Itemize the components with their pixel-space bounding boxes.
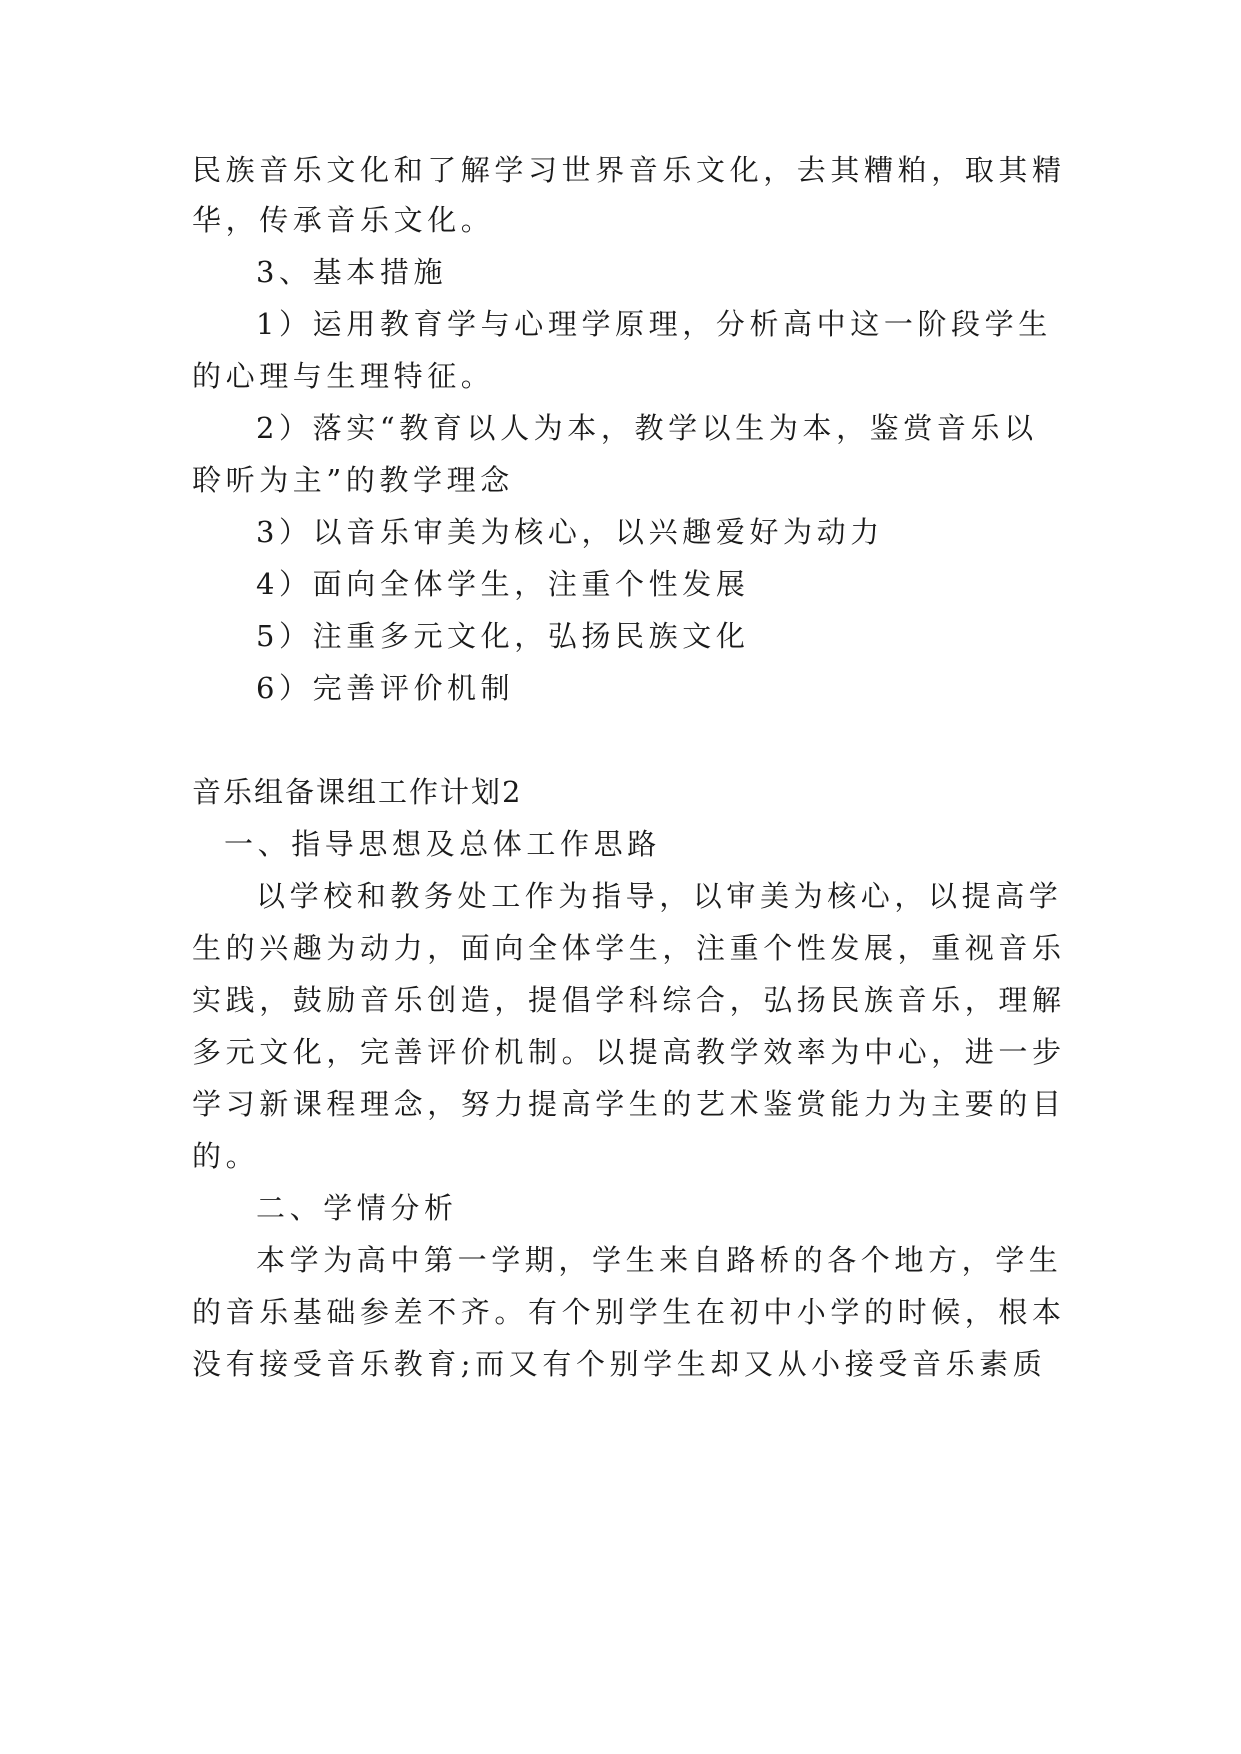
paragraph-line: 的音乐基础参差不齐。有个别学生在初中小学的时候，根本 (192, 1295, 1066, 1329)
list-item: 6）完善评价机制 (256, 671, 515, 705)
list-item: 2）落实“教育以人为本，教学以生为本，鉴赏音乐以 (256, 411, 1038, 445)
paragraph-line: 华，传承音乐文化。 (192, 203, 495, 237)
paragraph-line: 的。 (192, 1139, 260, 1173)
paragraph-line: 生的兴趣为动力，面向全体学生，注重个性发展，重视音乐 (192, 931, 1066, 965)
section-heading: 一、指导思想及总体工作思路 (224, 827, 661, 861)
list-item: 1）运用教育学与心理学原理，分析高中这一阶段学生 (256, 307, 1052, 341)
paragraph-line: 以学校和教务处工作为指导，以审美为核心，以提高学 (256, 879, 1063, 913)
list-item: 4）面向全体学生，注重个性发展 (256, 567, 750, 601)
list-item: 5）注重多元文化，弘扬民族文化 (256, 619, 750, 653)
paragraph-line: 实践，鼓励音乐创造，提倡学科综合，弘扬民族音乐，理解 (192, 983, 1066, 1017)
paragraph-line: 本学为高中第一学期，学生来自路桥的各个地方，学生 (256, 1243, 1063, 1277)
section-heading: 3、基本措施 (256, 255, 448, 289)
list-item-continuation: 聆听为主”的教学理念 (192, 463, 514, 497)
section-heading: 二、学情分析 (256, 1191, 458, 1225)
document-title: 音乐组备课组工作计划2 (192, 775, 523, 809)
list-item: 3）以音乐审美为核心，以兴趣爱好为动力 (256, 515, 884, 549)
paragraph-line: 学习新课程理念，努力提高学生的艺术鉴赏能力为主要的目 (192, 1087, 1066, 1121)
list-item-continuation: 的心理与生理特征。 (192, 359, 495, 393)
paragraph-line: 民族音乐文化和了解学习世界音乐文化，去其糟粕，取其精 (192, 153, 1066, 187)
paragraph-line: 多元文化，完善评价机制。以提高教学效率为中心，进一步 (192, 1035, 1066, 1069)
paragraph-line: 没有接受音乐教育;而又有个别学生却又从小接受音乐素质 (192, 1347, 1047, 1381)
